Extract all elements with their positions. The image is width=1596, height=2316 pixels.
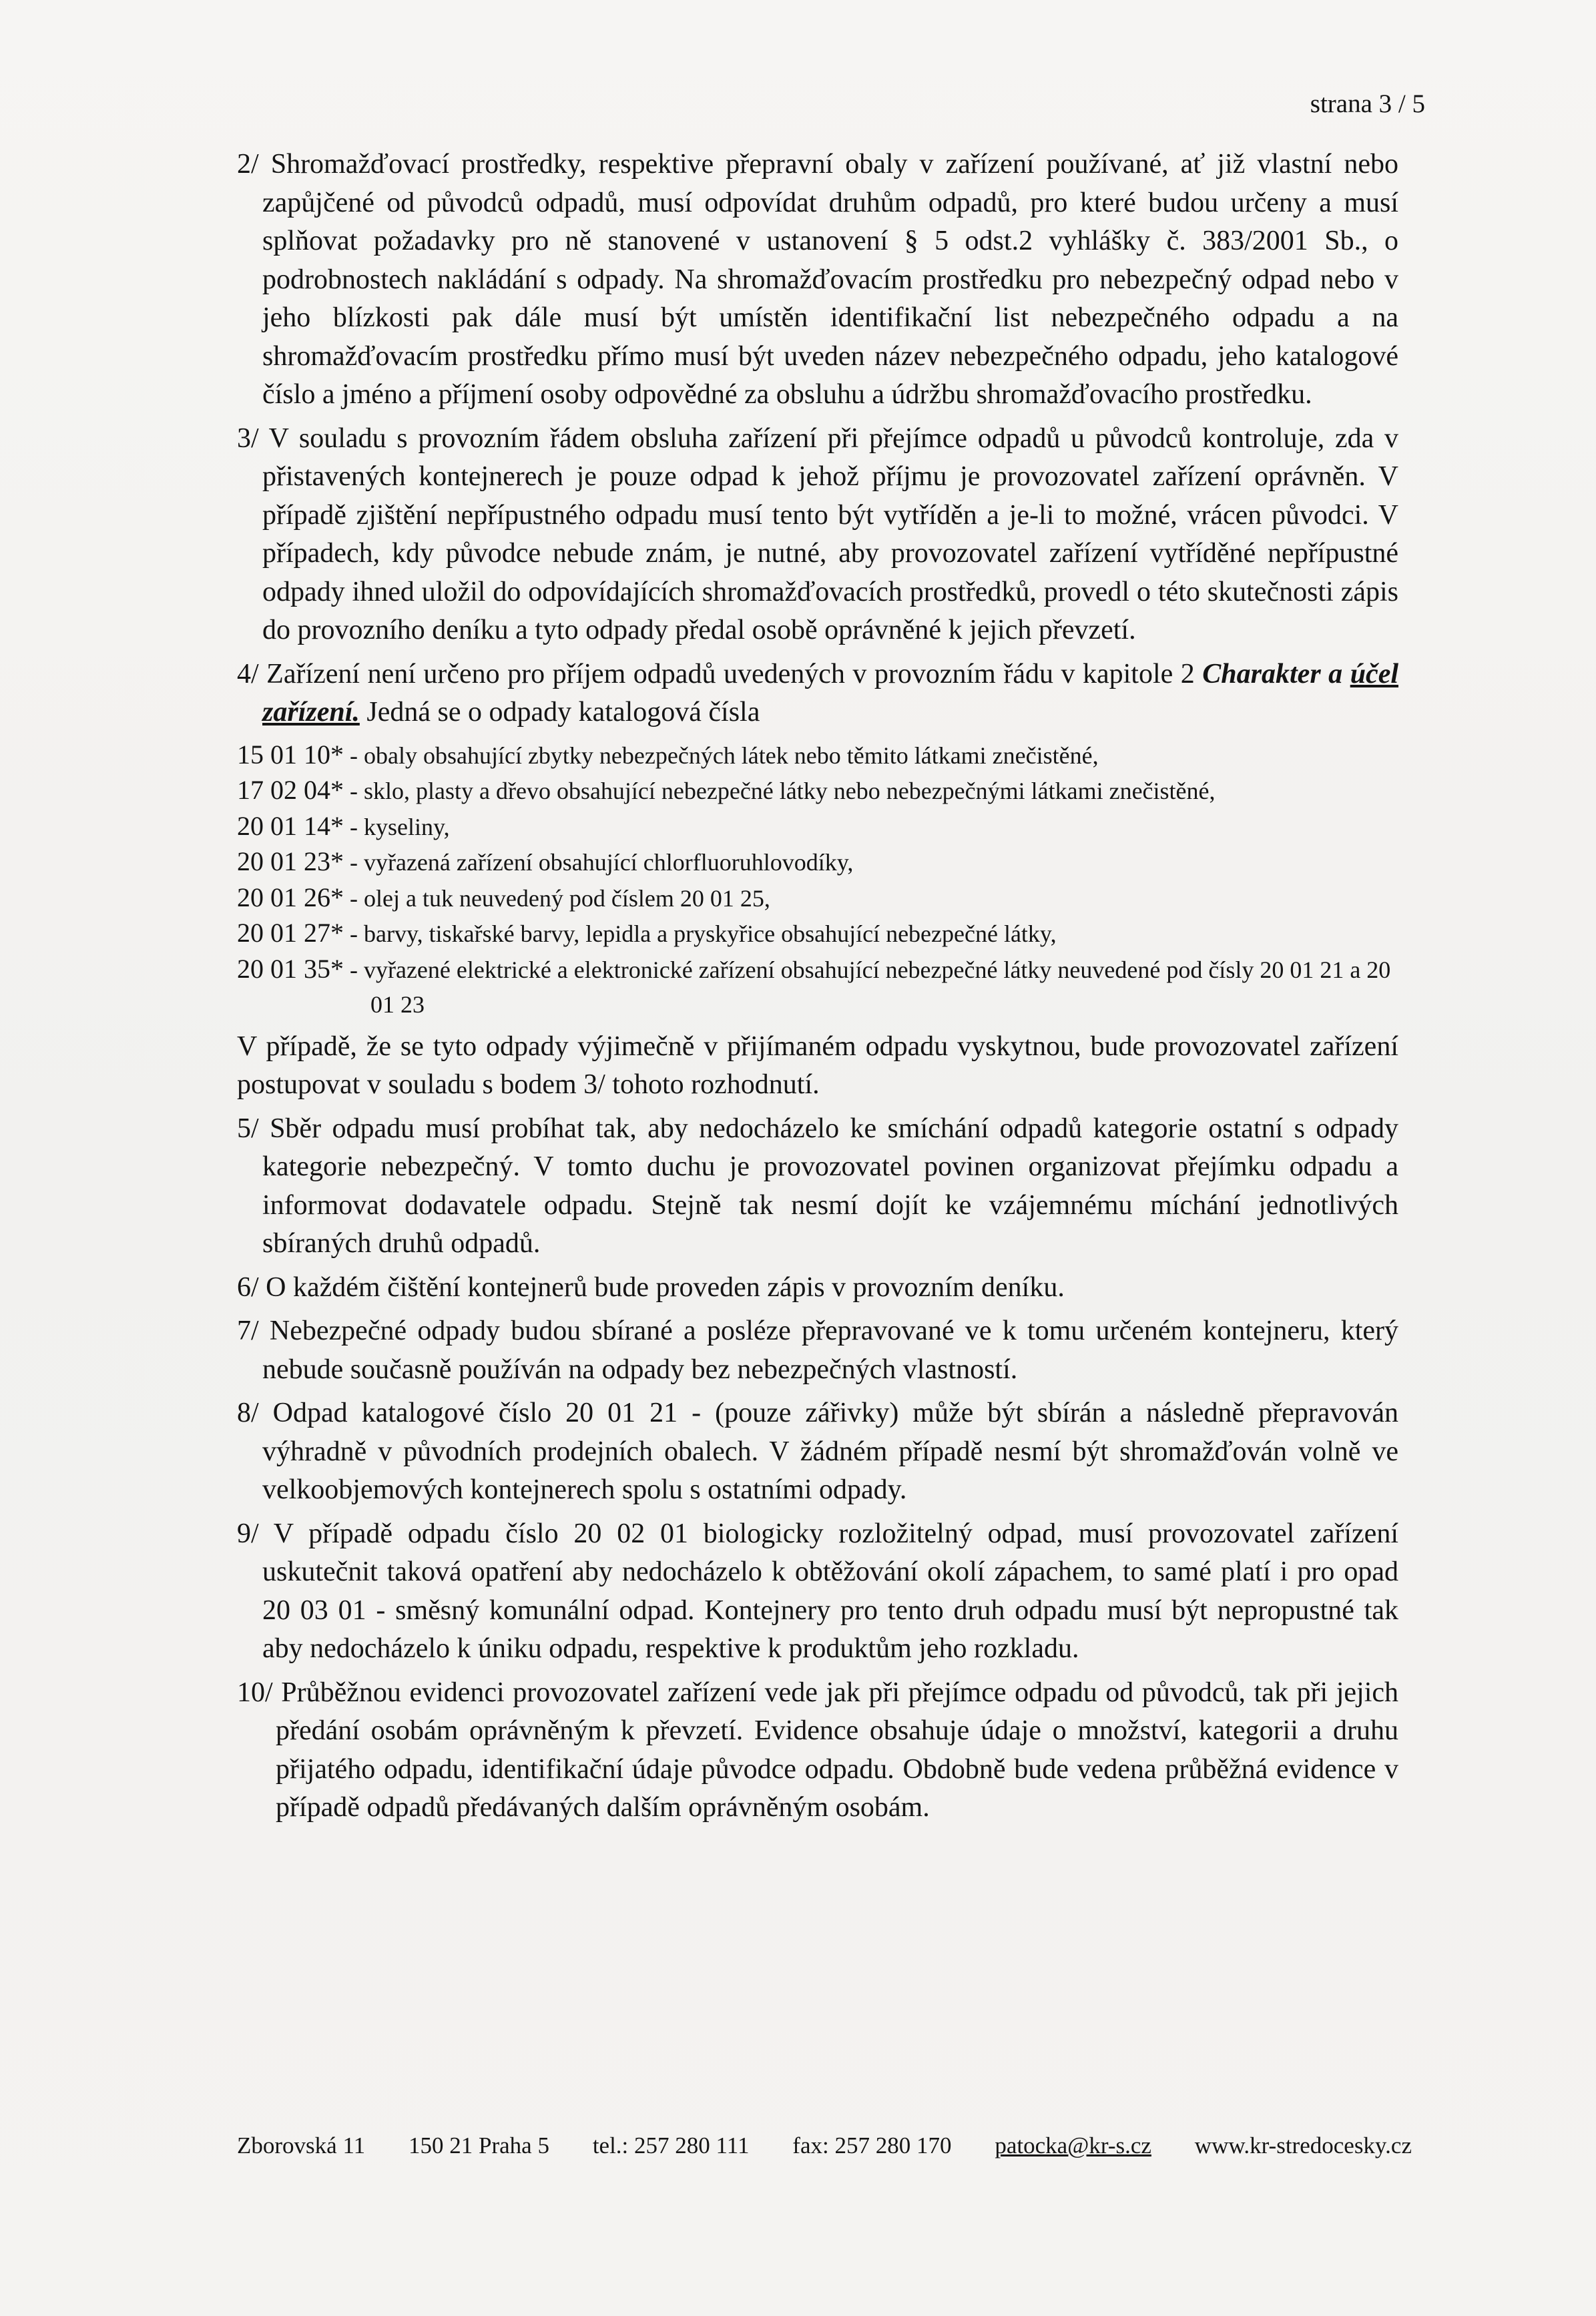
page-footer: [237, 2134, 1412, 2157]
paragraph-8: 8/ Odpad katalogové číslo 20 01 21 - (pouze zářivky) může být sbírán a následně přepravován výhradně v původních prodejních obalech. V žádném případě nesmí být shromažďován volně ve velkoobjemových kontejnerech spolu s ostatními odpady.: [237, 1398, 1398, 1505]
waste-desc: - kyseliny,: [344, 813, 450, 840]
chapter-title: Charakter a: [1202, 658, 1350, 689]
footer-tel: tel.: 257 280 111: [592, 2132, 750, 2158]
footer-email-link[interactable]: patocka@kr-s.cz: [995, 2132, 1151, 2158]
waste-code: 20 01 23*: [237, 846, 344, 876]
paragraph-4: [237, 655, 1398, 732]
page-number: strana 3 / 5: [1310, 89, 1425, 118]
paragraph-3: 3/ V souladu s provozním řádem obsluha zařízení při přejímce odpadů u původců kontroluje, zda v přistavených kontejnerech je pouze odpad k jehož příjmu je provozovatel zařízení oprávněn. V případě zjištění nepřípustného odpadu musí tento být vytříděn a je-li to možné, vrácen původci. V případech, kdy původce nebude znám, je nutné, aby provozovatel zařízení vytříděné nepřípustné odpady ihned uložil do odpovídajících shromažďovacích prostředků, provedl o této skutečnosti zápis do provozního deníku a tyto odpady předal osobě oprávněné k jejich převzetí.: [237, 422, 1398, 645]
footer-fax: fax: 257 280 170: [792, 2132, 952, 2158]
footer-postal: 150 21 Praha 5: [409, 2132, 549, 2158]
waste-code: 20 01 14*: [237, 810, 344, 841]
paragraph-10: 10/ Průběžnou evidenci provozovatel zařízení vede jak při přejímce odpadu od původců, tak při jejich předání osobám oprávněným k převzetí. Evidence obsahuje údaje o množství, kategorii a druhu přijatého odpadu, identifikační údaje původce odpadu. Obdobně bude vedena průběžná evidence v případě odpadů předávaných dalším oprávněným osobám.: [237, 1677, 1398, 1823]
paragraph-2: 2/ Shromažďovací prostředky, respektive přepravní obaly v zařízení používané, ať již vlastní nebo zapůjčené od původců odpadů, musí odpovídat druhům odpadů, pro které budou určeny a musí splňovat požadavky pro ně stanovené v ustanovení § 5 odst.2 vyhlášky č. 383/2001 Sb., o podrobnostech nakládání s odpady. Na shromažďovacím prostředku pro nebezpečný odpad nebo v jeho blízkosti pak dále musí být umístěn identifikační list nebezpečného odpadu a na shromažďovacím prostředku přímo musí být uveden název nebezpečného odpadu, jeho katalogové číslo a jméno a příjmení osoby odpovědné za obsluhu a údržbu shromažďovacího prostředku.: [237, 149, 1398, 410]
waste-desc: - vyřazené elektrické a elektronické zařízení obsahující nebezpečné látky neuvedené pod čísly 20 01 21 a 20 01 23: [344, 956, 1391, 1018]
paragraph-5: 5/ Sběr odpadu musí probíhat tak, aby nedocházelo ke smíchání odpadů kategorie ostatní s odpady kategorie nebezpečný. V tomto duchu je provozovatel povinen organizovat přejímku odpadu a informovat dodavatele odpadu. Stejně tak nesmí dojít ke vzájemnému míchání jednotlivých sbíraných druhů odpadů.: [237, 1113, 1398, 1259]
paragraph-4-end: Jedná se o odpady katalogová čísla: [359, 697, 760, 728]
footer-web[interactable]: www.kr-stredocesky.cz: [1194, 2132, 1412, 2158]
list-item: [237, 916, 1398, 952]
paragraph-4-after: V případě, že se tyto odpady výjimečně v přijímaném odpadu vyskytnou, bude provozovatel zařízení postupovat v souladu s bodem 3/ tohoto rozhodnutí.: [237, 1031, 1398, 1100]
chapter-title-underlined: účel zařízení.: [262, 658, 1398, 728]
waste-desc: - obaly obsahující zbytky nebezpečných látek nebo těmito látkami znečistěné,: [344, 742, 1099, 769]
list-item: [237, 738, 1398, 774]
excluded-waste-list: [237, 738, 1398, 1023]
waste-code: 17 02 04*: [237, 775, 344, 805]
list-item: [237, 952, 1398, 1023]
paragraph-9: 9/ V případě odpadu číslo 20 02 01 biologicky rozložitelný odpad, musí provozovatel zařízení uskutečnit taková opatření aby nedocházelo k obtěžování okolí zápachem, to samé platí i pro opad 20 03 01 - směsný komunální odpad. Kontejnery pro tento druh odpadu musí být nepropustné tak aby nedocházelo k úniku odpadu, respektive k produktům jeho rozkladu.: [237, 1518, 1398, 1664]
list-item: [237, 844, 1398, 880]
paragraph-4-text: 4/ Zařízení není určeno pro příjem odpadů uvedených v provozním řádu v kapitole 2: [237, 658, 1203, 689]
list-item: [237, 880, 1398, 916]
waste-code: 15 01 10*: [237, 739, 344, 770]
document-body: [237, 146, 1398, 1833]
paragraph-7: 7/ Nebezpečné odpady budou sbírané a posléze přepravované ve k tomu určeném kontejneru, který nebude současně používán na odpady bez nebezpečných vlastností.: [237, 1316, 1398, 1385]
waste-code: 20 01 27*: [237, 918, 344, 948]
paragraph-6: 6/ O každém čištění kontejnerů bude proveden zápis v provozním deníku.: [237, 1271, 1065, 1303]
waste-desc: - olej a tuk neuvedený pod číslem 20 01 25,: [344, 884, 770, 912]
list-item: [237, 809, 1398, 845]
waste-code: 20 01 35*: [237, 953, 344, 984]
waste-desc: - vyřazená zařízení obsahující chlorfluoruhlovodíky,: [344, 849, 854, 876]
waste-code: 20 01 26*: [237, 882, 344, 912]
list-item: [237, 773, 1398, 809]
waste-desc: - barvy, tiskařské barvy, lepidla a pryskyřice obsahující nebezpečné látky,: [344, 920, 1057, 947]
waste-desc: - sklo, plasty a dřevo obsahující nebezpečné látky nebo nebezpečnými látkami znečistěné,: [344, 778, 1216, 804]
footer-address: Zborovská 11: [237, 2132, 366, 2158]
